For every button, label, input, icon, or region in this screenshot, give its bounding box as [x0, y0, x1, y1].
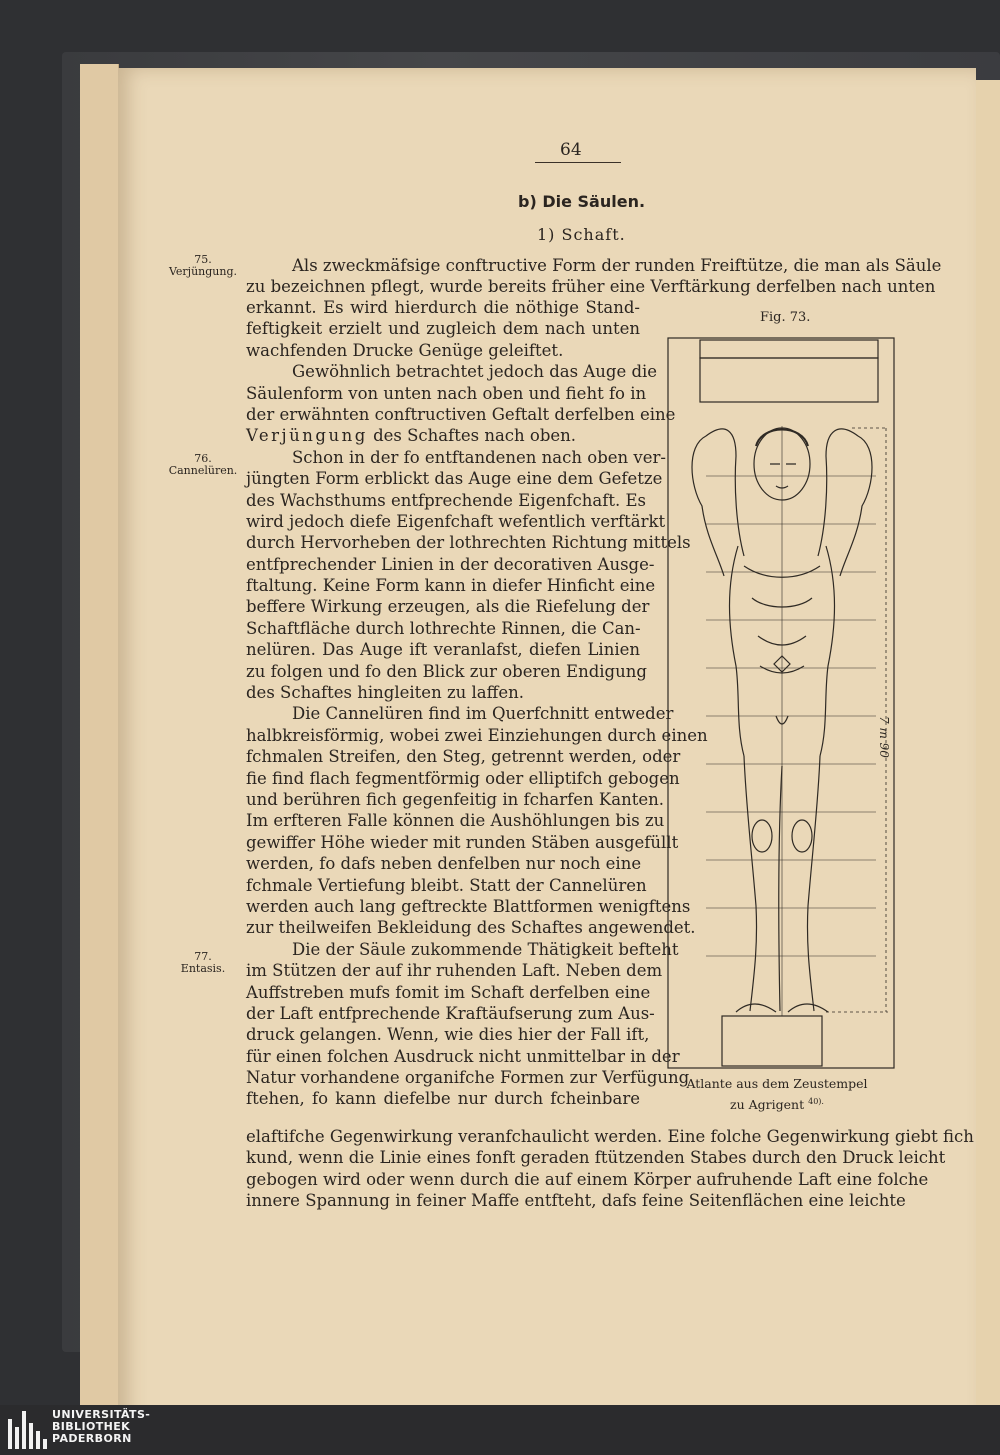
- library-footer: [0, 1405, 1000, 1455]
- paragraph-5-full: [246, 1126, 974, 1212]
- subsection-heading: 1) Schaft.: [537, 225, 626, 244]
- text-line: des Wachsthums entfprechende Eigenfchaft. Es: [246, 490, 646, 510]
- page-number-rule: [535, 162, 621, 163]
- text-line: wird jedoch diefe Eigenfchaft wefentlich verftärkt: [246, 511, 666, 531]
- text-line: Säulenform von unten nach oben und fieht fo in: [246, 383, 647, 403]
- text-line: Verjüngung des Schaftes nach oben.: [246, 426, 577, 446]
- margin-note-77: 77. Entasis.: [180, 950, 226, 975]
- text-line: ftaltung. Keine Form kann in diefer Hinficht eine: [246, 576, 656, 596]
- text-line: erkannt. Es wird hierdurch die nöthige Stand-: [246, 298, 640, 317]
- text-line: gewiffer Höhe wieder mit runden Stäben ausgefüllt: [246, 832, 679, 852]
- text-line: innere Spannung in feiner Maffe entfteht, dafs feine Seitenflächen eine leichte: [246, 1191, 906, 1211]
- facing-page-edge: [975, 80, 1000, 1405]
- text-line: feftigkeit erzielt und zugleich dem nach unten: [246, 319, 640, 339]
- text-line: der erwähnten conftructiven Geftalt derfelben eine: [246, 404, 676, 424]
- section-heading: b) Die Säulen.: [518, 192, 646, 211]
- figure-measure: 7 m 90: [877, 716, 891, 758]
- library-logo-icon: [8, 1411, 48, 1449]
- text-line: zu bezeichnen pflegt, wurde bereits früher eine Verftärkung derfelben nach unten: [246, 277, 936, 297]
- atlas-figure-drawing: [666, 336, 896, 1070]
- text-line: jüngten Form erblickt das Auge eine dem Gefetze: [246, 469, 663, 489]
- text-line: Die der Säule zukommende Thätigkeit befteht: [292, 939, 679, 959]
- text-line: beffere Wirkung erzeugen, als die Riefelung der: [246, 597, 650, 617]
- text-line: Die Cannelüren find im Querfchnitt entweder: [292, 704, 674, 724]
- text-line: elaftifche Gegenwirkung veranfchaulicht werden. Eine folche Gegenwirkung giebt fich: [246, 1127, 974, 1146]
- text-line: Schon in der fo entftandenen nach oben ver-: [292, 447, 666, 467]
- text-line: Im erfteren Falle können die Aushöhlungen bis zu: [246, 811, 665, 831]
- text-line: zur theilweifen Bekleidung des Schaftes angewendet.: [246, 918, 696, 938]
- text-line: für einen folchen Ausdruck nicht unmittelbar in der: [246, 1046, 680, 1066]
- paragraph-1-full: [246, 255, 942, 298]
- text-line: halbkreisförmig, wobei zwei Einziehungen durch einen: [246, 725, 708, 745]
- page-stack-edges: [80, 64, 120, 1405]
- text-line: werden auch lang geftreckte Blattformen wenigftens: [246, 896, 691, 916]
- text-line: fie find flach fegmentförmig oder elliptifch gebogen: [246, 768, 680, 788]
- text-line: ftehen, fo kann diefelbe nur durch fcheinbare: [246, 1089, 640, 1109]
- text-line: zu folgen und fo den Blick zur oberen Endigung: [246, 661, 647, 681]
- text-line: nelüren. Das Auge ift veranlafst, diefen Linien: [246, 640, 640, 660]
- text-line: Auffstreben mufs fomit im Schaft derfelben eine: [246, 982, 651, 1002]
- margin-note-76: 76. Cannelüren.: [168, 452, 238, 477]
- text-line: Schaftfläche durch lothrechte Rinnen, die Can-: [246, 618, 641, 638]
- text-line: Gewöhnlich betrachtet jedoch das Auge die: [292, 362, 658, 382]
- text-line: im Stützen der auf ihr ruhenden Laft. Neben dem: [246, 961, 663, 981]
- text-line: entfprechender Linien in der decorativen Ausge-: [246, 554, 655, 574]
- text-line: kund, wenn die Linie eines fonft geraden ftützenden Stabes durch den Druck leicht: [246, 1148, 946, 1168]
- text-line: Als zweckmäfsige conftructive Form der runden Freiftütze, die man als Säule: [292, 256, 942, 275]
- text-line: fchmale Vertiefung bleibt. Statt der Cannelüren: [246, 875, 647, 895]
- text-line: gebogen wird oder wenn durch die auf einem Körper aufruhende Laft eine folche: [246, 1169, 929, 1189]
- figure-caption: Atlante aus dem Zeustempel zu Agrigent $^{40).}$: [686, 1076, 868, 1113]
- text-line: und berühren fich gegenfeitig in fcharfen Kanten.: [246, 789, 664, 809]
- margin-note-75: 75. Verjüngung.: [168, 253, 238, 278]
- text-line: werden, fo dafs neben denfelben nur noch eine: [246, 854, 642, 874]
- library-name: UNIVERSITÄTS- BIBLIOTHEK PADERBORN: [52, 1408, 151, 1445]
- narrow-column-upper: [246, 297, 708, 1110]
- text-line: fchmalen Streifen, den Steg, getrennt werden, oder: [246, 747, 681, 767]
- text-line: Natur vorhandene organifche Formen zur Verfügung: [246, 1068, 690, 1088]
- text-line: druck gelangen. Wenn, wie dies hier der Fall ift,: [246, 1025, 650, 1045]
- text-line: durch Hervorheben der lothrechten Richtung mittels: [246, 533, 691, 553]
- emphasis-verjuengung: Verjüngung: [246, 426, 368, 446]
- page-number: 64: [560, 140, 582, 160]
- text-line: wachfenden Drucke Genüge geleiftet.: [246, 340, 564, 360]
- text-line: der Laft entfprechende Kraftäufserung zum Aus-: [246, 1003, 655, 1023]
- figure-label: Fig. 73.: [760, 310, 811, 325]
- text-line: des Schaftes hingleiten zu laffen.: [246, 683, 524, 703]
